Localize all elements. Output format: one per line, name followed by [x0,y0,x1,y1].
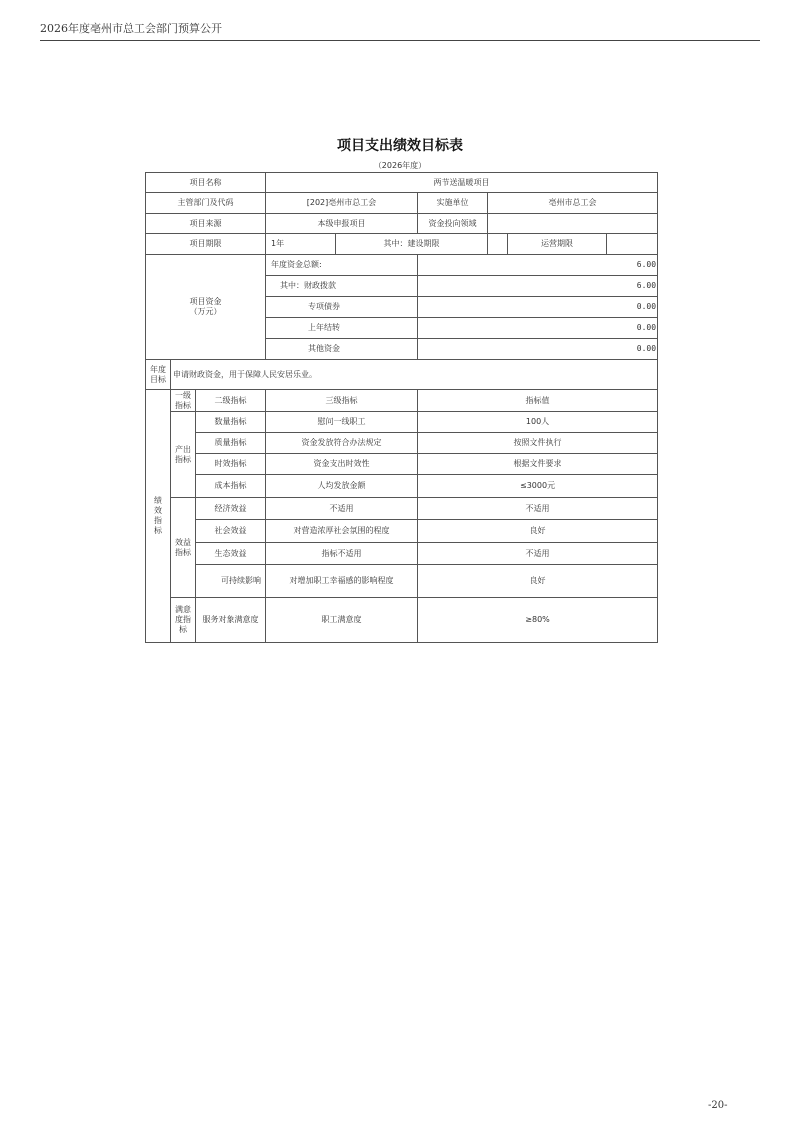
satisfaction-value: ≥80% [418,598,658,643]
dept-value: [202]亳州市总工会 [266,193,418,214]
invest-label: 资金投向领域 [418,214,488,234]
output-l3: 资金发放符合办法规定 [266,433,418,454]
effect-l2: 社会效益 [196,520,266,543]
output-indicator-label: 产出 指标 [171,412,196,498]
header-value: 指标值 [418,390,658,412]
annual-goal-text: 申请财政资金，用于保障人民安居乐业。 [171,360,658,390]
table-row [146,475,658,498]
output-l2: 质量指标 [196,433,266,454]
output-value: 根据文件要求 [418,454,658,475]
table-row [146,360,658,390]
satisfaction-l2: 服务对象满意度 [196,598,266,643]
page-header: 2026年度亳州市总工会部门预算公开 [40,20,760,41]
output-l2: 成本指标 [196,475,266,498]
effect-l2: 可持续影响 [196,565,266,598]
table-row [146,173,658,193]
table-row [146,433,658,454]
annual-goal-label: 年度 目标 [146,360,171,390]
effect-l3: 对增加职工幸福感的影响程度 [266,565,418,598]
build-value [488,234,508,255]
table-row [146,543,658,565]
funds-total-value: 6.00 [418,255,658,276]
table-row [146,193,658,214]
invest-value [488,214,658,234]
table-row [146,565,658,598]
effect-value: 良好 [418,520,658,543]
project-name-value: 两节送温暖项目 [266,173,658,193]
build-label: 其中：建设期限 [336,234,488,255]
source-value: 本级申报项目 [266,214,418,234]
funds-total-label: 年度资金总额: [266,255,418,276]
output-l2: 时效指标 [196,454,266,475]
ops-cell [508,234,658,255]
table-row [146,214,658,234]
table-row [146,454,658,475]
funds-carryover-label: 上年结转 [266,318,418,339]
ops-value [607,234,657,254]
table-row [146,390,658,412]
header-level2: 二级指标 [196,390,266,412]
output-value: 按照文件执行 [418,433,658,454]
effect-l3: 对营造浓厚社会氛围的程度 [266,520,418,543]
funds-other-value: 0.00 [418,339,658,360]
funds-other-label: 其他资金 [266,339,418,360]
table-row [146,520,658,543]
output-l3: 人均发放金额 [266,475,418,498]
effect-indicator-label: 效益 指标 [171,498,196,598]
period-value: 1年 [266,234,336,255]
funds-bond-value: 0.00 [418,297,658,318]
performance-target-table [145,172,658,643]
output-value: ≤3000元 [418,475,658,498]
effect-l3: 不适用 [266,498,418,520]
source-label: 项目来源 [146,214,266,234]
project-name-label: 项目名称 [146,173,266,193]
output-l2: 数量指标 [196,412,266,433]
effect-value: 不适用 [418,543,658,565]
effect-value: 良好 [418,565,658,598]
output-value: 100人 [418,412,658,433]
dept-label: 主管部门及代码 [146,193,266,214]
impl-value: 亳州市总工会 [488,193,658,214]
effect-l2: 经济效益 [196,498,266,520]
funds-fiscal-value: 6.00 [418,276,658,297]
impl-label: 实施单位 [418,193,488,214]
satisfaction-indicator-label: 满意 度指 标 [171,598,196,643]
perf-indicator-label: 绩 效 指 标 [146,390,171,643]
funds-label: 项目资金 （万元） [146,255,266,360]
funds-fiscal-label: 其中：财政拨款 [266,276,418,297]
ops-label: 运营期限 [508,234,607,254]
table-row [146,234,658,255]
document-title: 项目支出绩效目标表 [337,138,463,154]
output-l3: 资金支出时效性 [266,454,418,475]
header-level3: 三级指标 [266,390,418,412]
table-row [146,255,658,276]
table-row [146,598,658,643]
header-level1: 一级 指标 [171,390,196,412]
period-label: 项目期限 [146,234,266,255]
page-number: -20- [708,1100,728,1111]
funds-carryover-value: 0.00 [418,318,658,339]
output-l3: 慰问一线职工 [266,412,418,433]
table-row [146,412,658,433]
effect-l3: 指标不适用 [266,543,418,565]
effect-value: 不适用 [418,498,658,520]
document-year: （2026年度） [373,161,427,170]
table-row [146,498,658,520]
funds-bond-label: 专项债券 [266,297,418,318]
effect-l2: 生态效益 [196,543,266,565]
satisfaction-l3: 职工满意度 [266,598,418,643]
